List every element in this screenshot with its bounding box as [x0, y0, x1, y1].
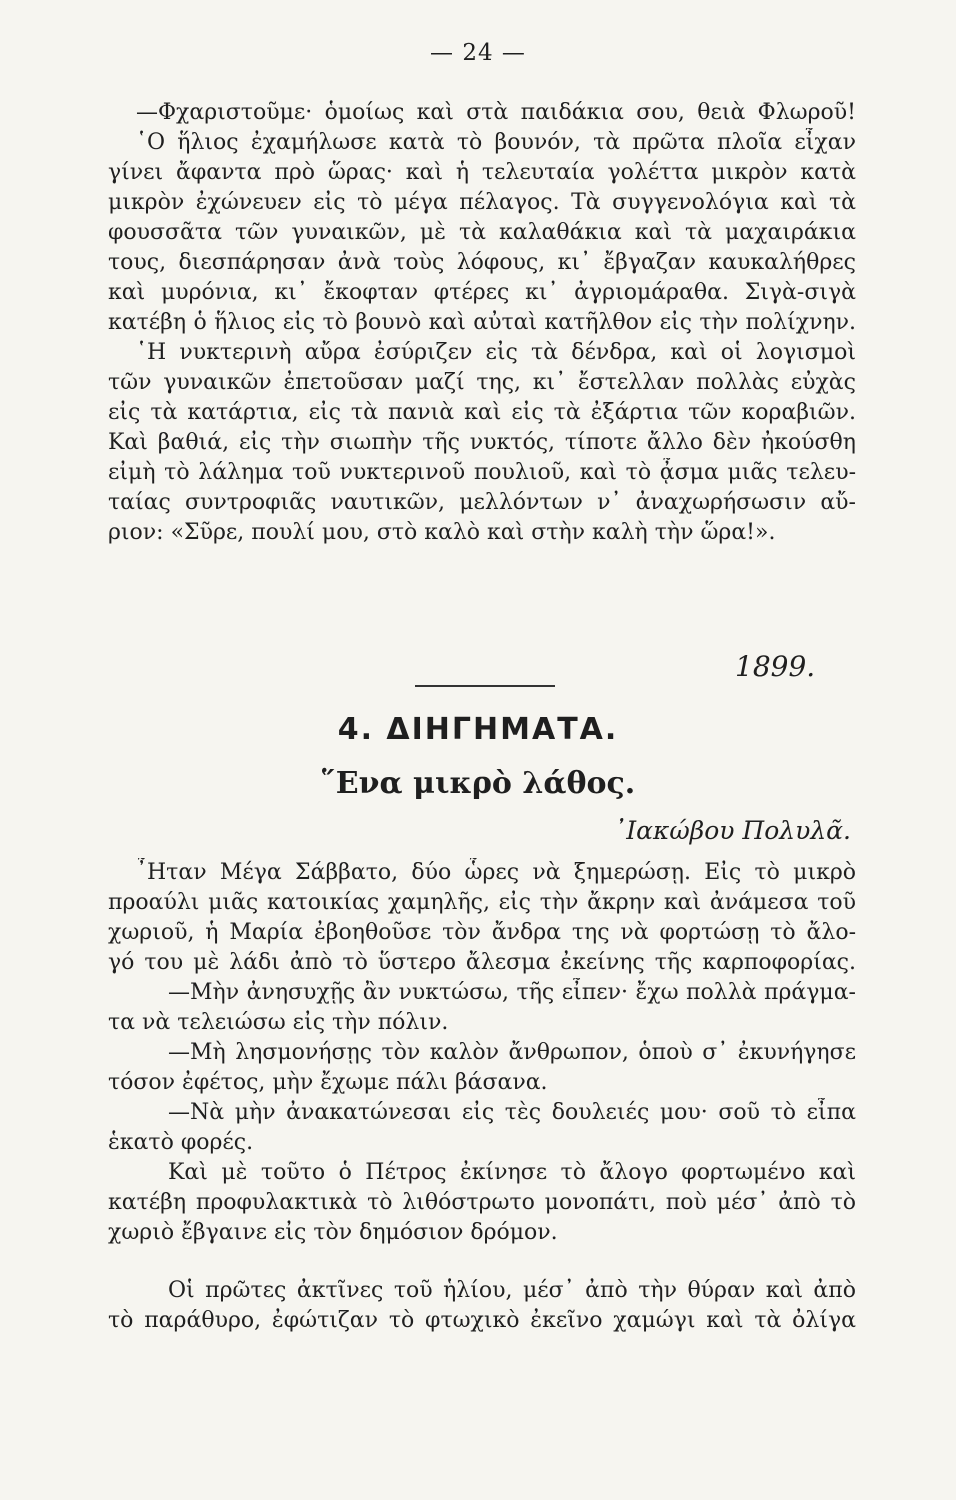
- text-line: τὸ παράθυρο, ἐφώτιζαν τὸ φτωχικὸ ἐκεῖνο χαμώγι καὶ τὰ ὀλίγα: [108, 1308, 856, 1333]
- text-line: Καὶ βαθιά, εἰς τὴν σιωπὴν τῆς νυκτός, τίποτε ἄλλο δὲν ἠκούσθη: [108, 430, 856, 455]
- text-line: κατέβη ὁ ἥλιος εἰς τὸ βουνὸ καὶ αὐταὶ κατῆλθον εἰς τὴν πολίχνην.: [108, 310, 856, 335]
- text-line: τῶν γυναικῶν ἐπετοῦσαν μαζί της, κι᾿ ἔστελλαν πολλὰς εὐχὰς: [108, 370, 856, 395]
- text-line: μικρὸν ἐχώνευεν εἰς τὸ μέγα πέλαγος. Τὰ συγγενολόγια καὶ τὰ: [108, 190, 856, 215]
- text-line: γό του μὲ λάδι ἀπὸ τὸ ὕστερο ἄλεσμα ἐκείνης τῆς καρποφορίας.: [108, 950, 856, 975]
- text-line: Καὶ μὲ τοῦτο ὁ Πέτρος ἐκίνησε τὸ ἄλογο φορτωμένο καὶ: [168, 1160, 856, 1185]
- story-text-block: [108, 858, 856, 1336]
- text-line: —Νὰ μὴν ἀνακατώνεσαι εἰς τὲς δουλειές μου· σοῦ τὸ εἶπα: [168, 1100, 856, 1125]
- year-signature: 1899.: [735, 650, 816, 683]
- text-line: κατέβη προφυλακτικὰ τὸ λιθόστρωτο μονοπάτι, ποὺ μέσ᾿ ἀπὸ τὸ: [108, 1190, 856, 1215]
- text-line: —Μὴν ἀνησυχῇς ἂν νυκτώσω, τῆς εἶπεν· ἔχω πολλὰ πράγμα-: [168, 980, 856, 1005]
- story-title: ῞Ενα μικρὸ λάθος.: [320, 766, 636, 801]
- text-line: ῾Ο ἥλιος ἐχαμήλωσε κατὰ τὸ βουνόν, τὰ πρῶτα πλοῖα εἶχαν: [136, 130, 856, 155]
- text-line: —Μὴ λησμονήσῃς τὸν καλὸν ἄνθρωπον, ὁποὺ σ᾿ ἐκυνήγησε: [168, 1040, 856, 1065]
- section-divider: [415, 685, 555, 687]
- text-line: χωριὸ ἔβγαινε εἰς τὸν δημόσιον δρόμον.: [108, 1220, 558, 1245]
- text-line: τόσον ἐφέτος, μὴν ἔχωμε πάλι βάσανα.: [108, 1070, 548, 1095]
- text-line: φουσσᾶτα τῶν γυναικῶν, μὲ τὰ καλαθάκια καὶ τὰ μαχαιράκια: [108, 220, 856, 245]
- text-line: καὶ μυρόνια, κι᾿ ἔκοφταν φτέρες κι᾿ ἀγριομάραθα. Σιγὰ-σιγὰ: [108, 280, 856, 305]
- section-heading: 4. ΔΙΗΓΗΜΑΤΑ.: [337, 712, 619, 747]
- text-line: Οἱ πρῶτες ἀκτῖνες τοῦ ἡλίου, μέσ᾿ ἀπὸ τὴν θύραν καὶ ἀπὸ: [168, 1278, 856, 1303]
- text-line: —Φχαριστοῦμε· ὁμοίως καὶ στὰ παιδάκια σου, θειὰ Φλωροῦ!: [136, 100, 856, 125]
- text-line: εἰς τὰ κατάρτια, εἰς τὰ πανιὰ καὶ εἰς τὰ ἐξάρτια τῶν κοραβιῶν.: [108, 400, 856, 425]
- text-line: ἑκατὸ φορές.: [108, 1130, 254, 1155]
- page-number: — 24 —: [430, 40, 526, 66]
- story-author: ᾿Ιακώβου Πολυλᾶ.: [613, 816, 851, 845]
- text-line: προαύλι μιᾶς κατοικίας χαμηλῆς, εἰς τὴν ἄκρην καὶ ἀνάμεσα τοῦ: [108, 890, 856, 915]
- text-line: χωριοῦ, ἡ Μαρία ἐβοηθοῦσε τὸν ἄνδρα της νὰ φορτώσῃ τὸ ἄλο-: [108, 920, 856, 945]
- text-line: ριον: «Σῦρε, πουλί μου, στὸ καλὸ καὶ στὴν καλὴ τὴν ὥρα!».: [108, 520, 776, 545]
- text-line: γίνει ἄφαντα πρὸ ὥρας· καὶ ἡ τελευταία γολέττα μικρὸν κατὰ: [108, 160, 856, 185]
- text-line: τα νὰ τελειώσω εἰς τὴν πόλιν.: [108, 1010, 449, 1035]
- text-line: ῏Ηταν Μέγα Σάββατο, δύο ὧρες νὰ ξημερώσῃ. Εἰς τὸ μικρὸ: [136, 860, 856, 885]
- text-line: τους, διεσπάρησαν ἀνὰ τοὺς λόφους, κι᾿ ἔβγαζαν καυκαλήθρες: [108, 250, 856, 275]
- text-line: ῾Η νυκτερινὴ αὔρα ἐσύριζεν εἰς τὰ δένδρα, καὶ οἱ λογισμοὶ: [136, 340, 856, 365]
- top-text-block: [108, 98, 856, 548]
- text-line: εἰμὴ τὸ λάλημα τοῦ νυκτερινοῦ πουλιοῦ, καὶ τὸ ᾆσμα μιᾶς τελευ-: [108, 460, 856, 485]
- text-line: ταίας συντροφιᾶς ναυτικῶν, μελλόντων ν᾿ ἀναχωρήσωσιν αὔ-: [108, 490, 856, 515]
